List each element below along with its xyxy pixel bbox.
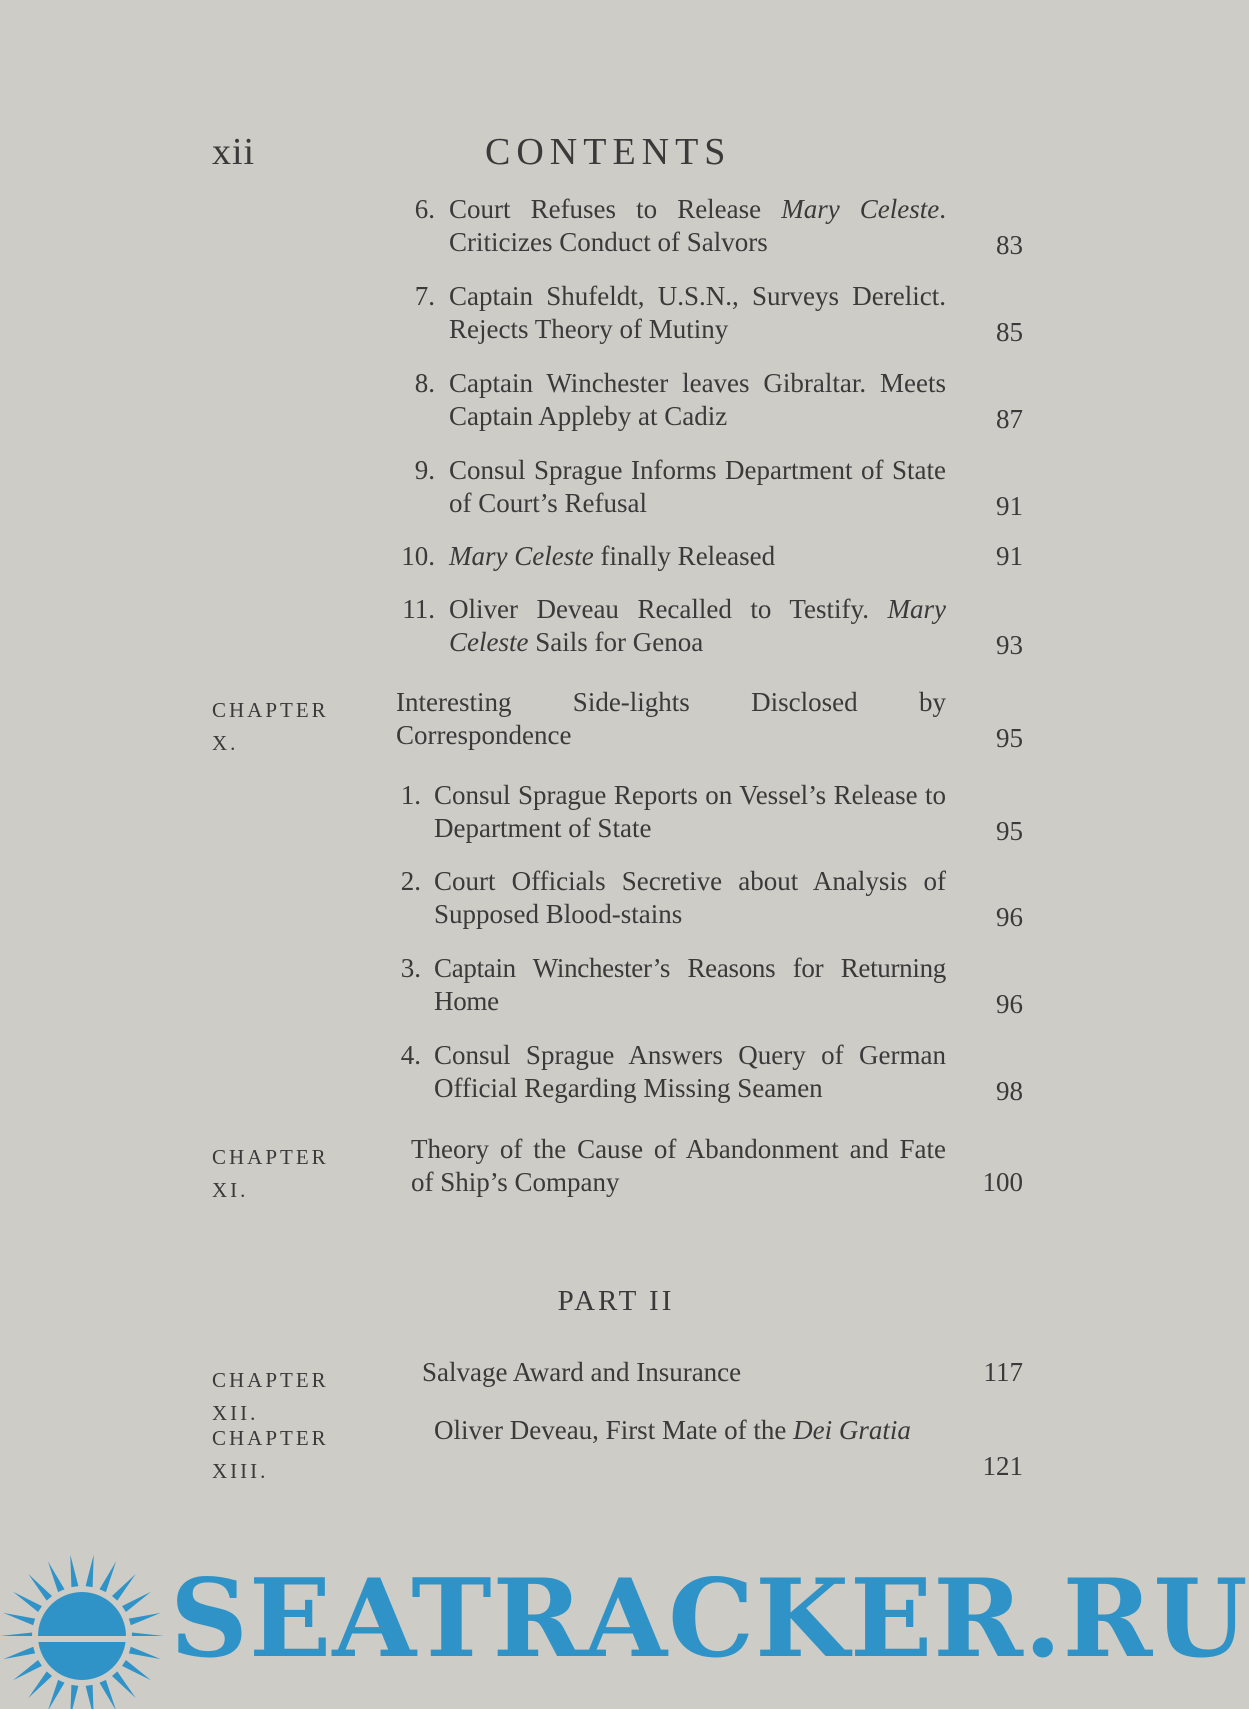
chapter-title: Interesting Side-lights Disclosed by Correspondence [396,687,946,750]
sun-ray [112,1671,136,1698]
sun-ray [129,1613,161,1625]
chapter-label: CHAPTER XI. [212,1145,329,1202]
chapter-page: 117 [983,1357,1023,1387]
chapter-label: CHAPTER X. [212,698,329,755]
sun-ray [122,1660,151,1680]
sun-ray [13,1660,42,1680]
sun-ray [86,1555,94,1587]
watermark-text: SEATRACKER.RU [170,1556,1249,1682]
entry-number: 11. [402,594,435,624]
entry-title: Court Refuses to Release Mary Celeste. Criticizes Conduct of Salvors [449,194,946,257]
sun-ray [122,1592,151,1612]
sun-ray [3,1613,35,1625]
chapter-title: Theory of the Cause of Abandonment and Fate of Ship’s Company [411,1134,946,1197]
entry-page: 85 [996,317,1023,347]
entry-number: 10. [401,541,435,571]
entry-title: Consul Sprague Reports on Vessel’s Release to Department of State [434,780,946,843]
sun-ray [112,1574,136,1601]
entry-title: Captain Winchester leaves Gibraltar. Meets Captain Appleby at Cadiz [449,368,946,431]
sun-ray [28,1671,52,1698]
chapter-page: 100 [982,1167,1023,1197]
entry-page: 98 [996,1076,1023,1106]
chapter-title: Oliver Deveau, First Mate of the Dei Gratia [434,1415,911,1445]
entry-number: 1. [400,780,421,810]
sun-ray [100,1680,117,1709]
sun-ray [48,1561,65,1592]
entry-title: Captain Winchester’s Reasons for Returning Home [434,953,946,1016]
entry-page: 96 [996,902,1023,932]
chapter-title: Salvage Award and Insurance [422,1357,742,1387]
entry-number: 3. [400,953,421,983]
entry-title: Court Officials Secretive about Analysis of Supposed Blood-stains [434,866,946,929]
entry-page: 87 [996,404,1023,434]
entry-title: Oliver Deveau Recalled to Testify. Mary Celeste Sails for Genoa [449,594,946,657]
entry-number: 4. [400,1040,421,1070]
page-title: CONTENTS [485,131,732,173]
sun-ray [86,1685,94,1709]
entry-page: 91 [996,541,1023,571]
entry-title: Mary Celeste finally Released [449,541,776,571]
entry-page: 95 [996,816,1023,846]
sun-ray [28,1574,52,1601]
sun-ray [70,1685,78,1709]
chapter-page: 95 [996,723,1023,753]
entry-number: 9. [414,455,435,485]
entry-page: 91 [996,491,1023,521]
sun-ray [100,1561,117,1592]
sun-ray [13,1592,42,1612]
entry-number: 8. [414,368,435,398]
sun-ray [3,1647,35,1659]
sun-ray [129,1647,161,1659]
chapter-label: CHAPTER XIII. [212,1426,329,1483]
part-heading: PART II [557,1285,675,1317]
entry-title: Captain Shufeldt, U.S.N., Surveys Derelict. Rejects Theory of Mutiny [449,281,946,344]
entry-page: 93 [996,630,1023,660]
sun-ray [48,1680,65,1709]
entry-number: 6. [414,194,435,224]
entry-title: Consul Sprague Answers Query of German Official Regarding Missing Seamen [434,1040,946,1103]
chapter-page: 121 [982,1451,1023,1481]
entry-number: 7. [414,281,435,311]
chapter-label: CHAPTER XII. [212,1368,329,1425]
entry-page: 83 [996,230,1023,260]
sun-ray [70,1555,78,1587]
entry-number: 2. [400,866,421,896]
entry-page: 96 [996,989,1023,1019]
entry-title: Consul Sprague Informs Department of State of Court’s Refusal [449,455,946,518]
page-number: xii [212,131,256,173]
